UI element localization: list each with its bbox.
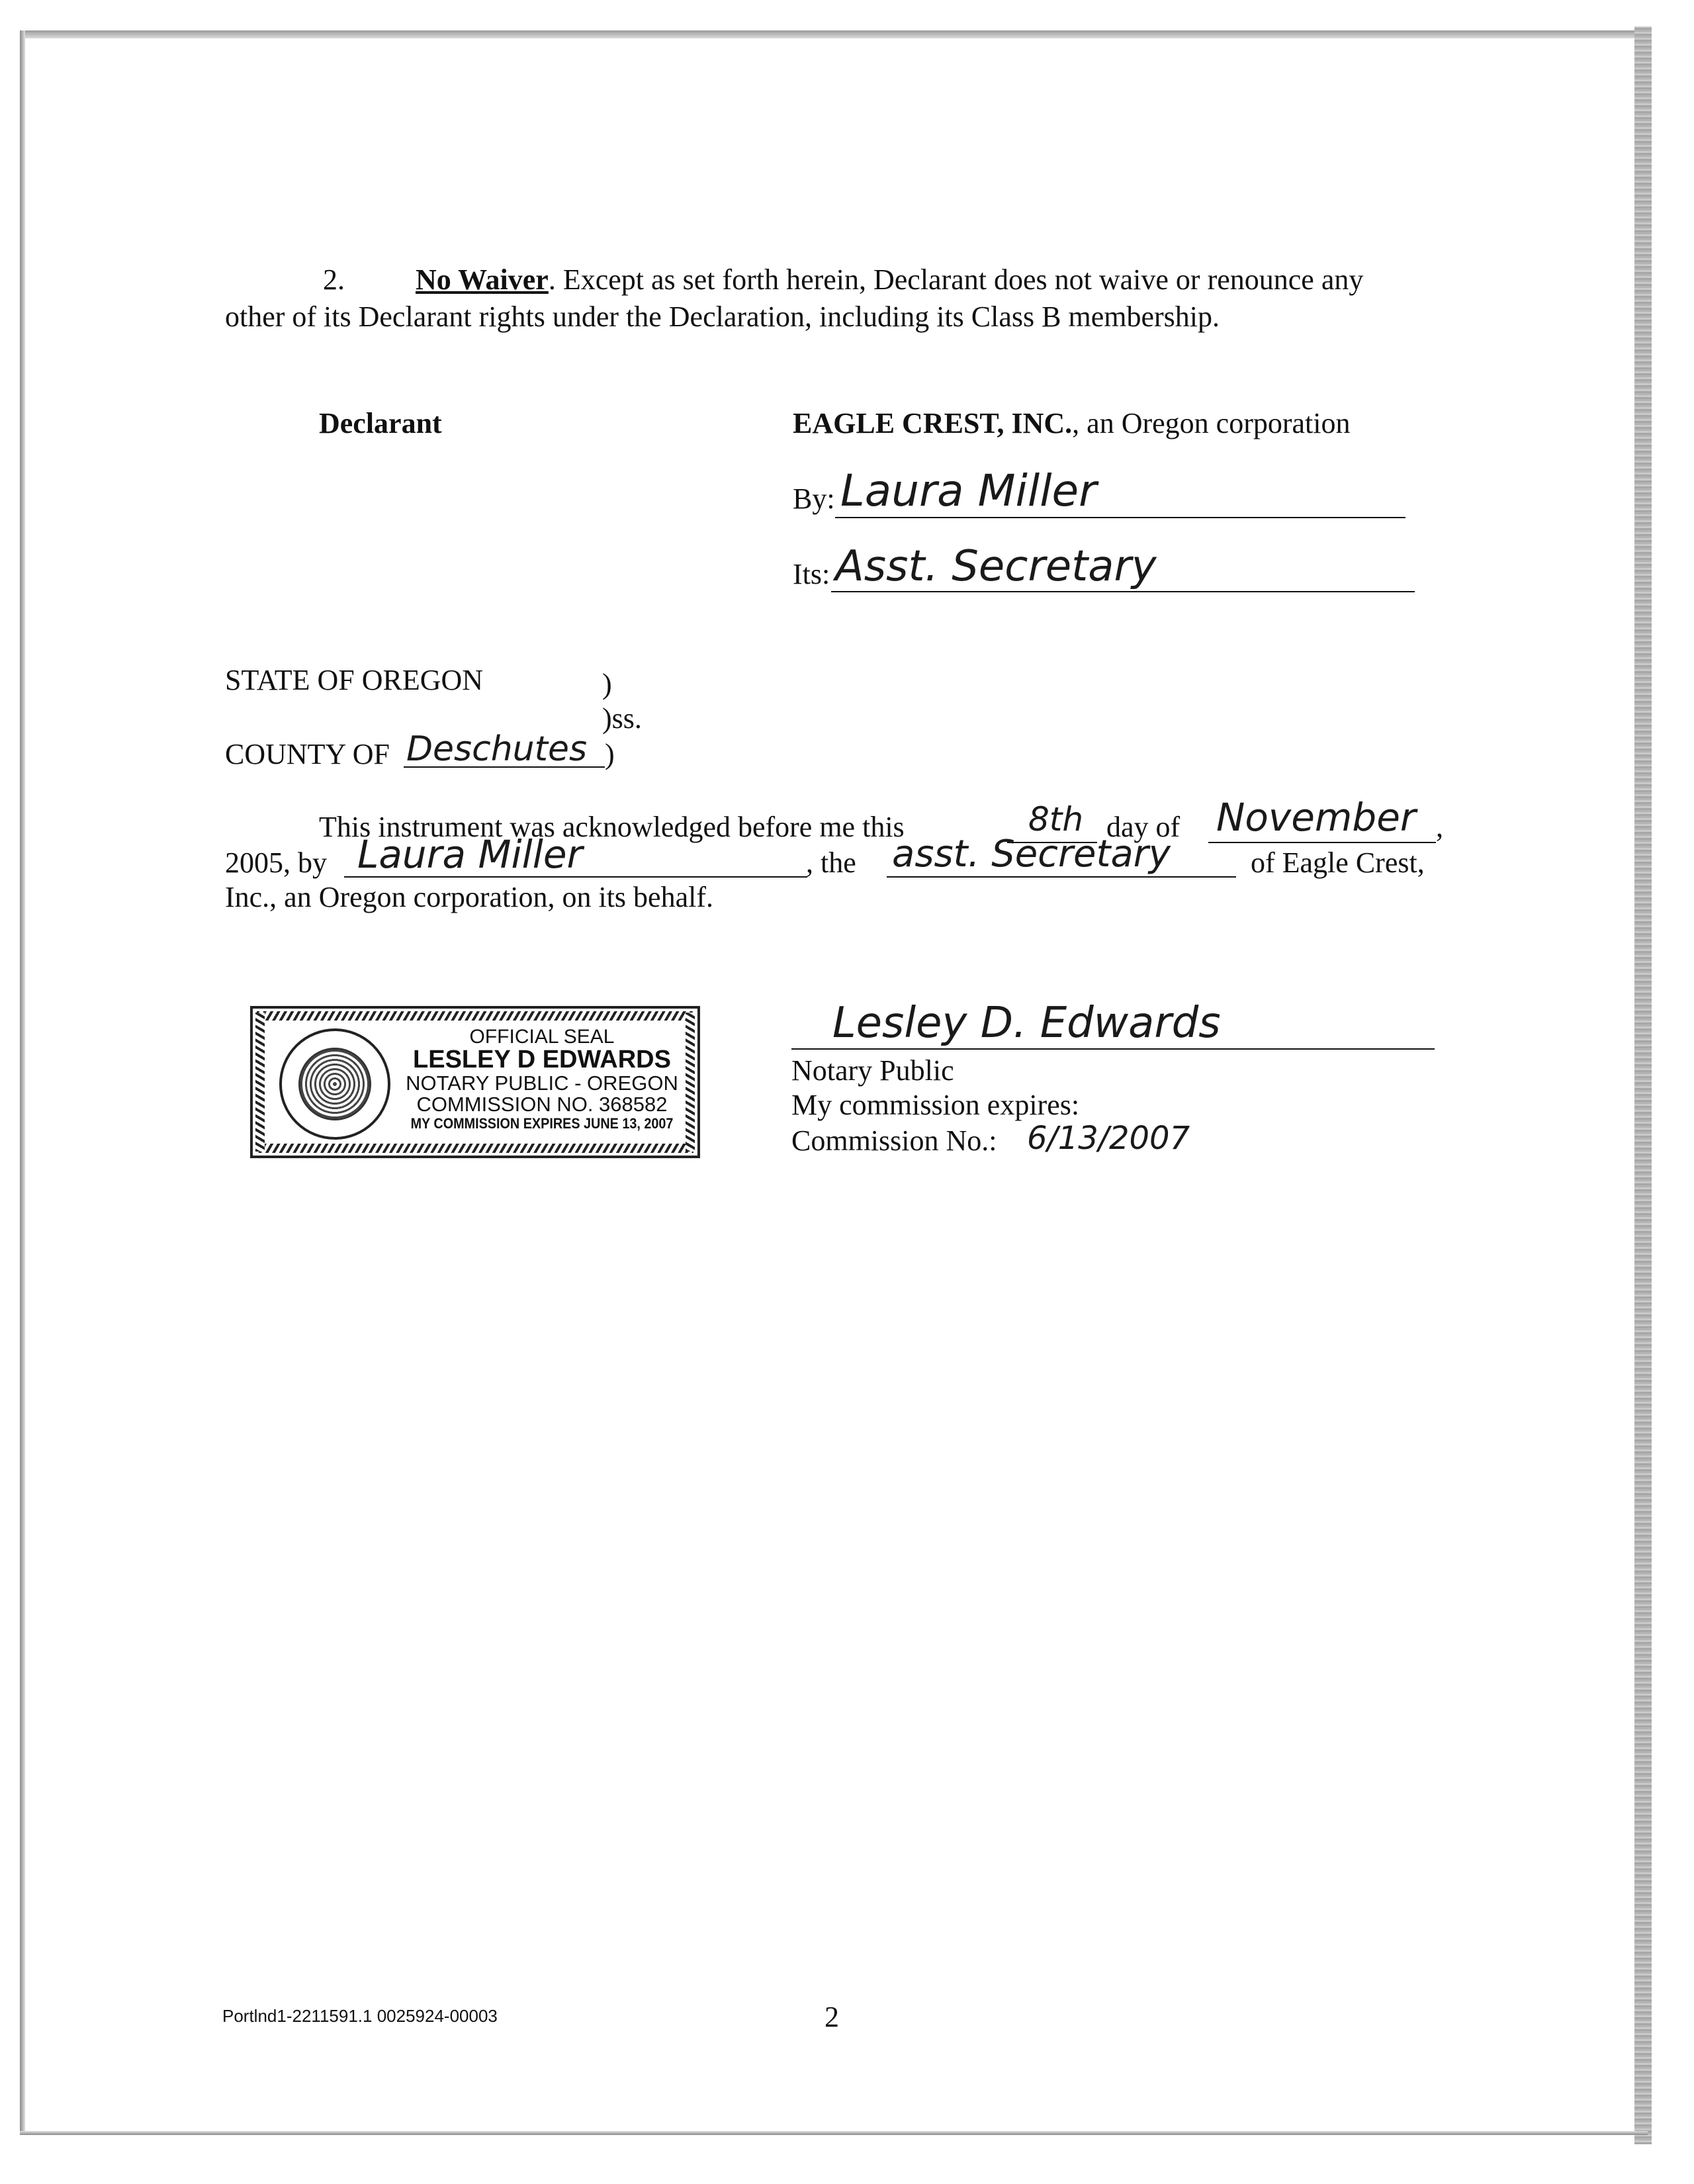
commission-date-handwritten: 6/13/2007 xyxy=(1027,1120,1190,1157)
declarant-label: Declarant xyxy=(319,407,442,439)
seal-line-5: MY COMMISSION EXPIRES JUNE 13, 2007 xyxy=(410,1115,674,1132)
page-number: 2 xyxy=(825,2001,839,2033)
seal-line-2: LESLEY D EDWARDS xyxy=(413,1046,671,1073)
paragraph-heading: No Waiver xyxy=(416,263,549,296)
ack-text-day-of: day of xyxy=(1106,811,1181,843)
its-label: Its: xyxy=(793,558,830,590)
seal-line-3: NOTARY PUBLIC - OREGON xyxy=(406,1071,678,1095)
ack-text-of-eagle-crest: of Eagle Crest, xyxy=(1251,846,1425,879)
seal-border-bottom xyxy=(257,1144,693,1153)
venue-paren-1: ) xyxy=(602,668,612,700)
month-handwritten: November xyxy=(1216,795,1416,840)
notary-public-label: Notary Public xyxy=(791,1054,954,1087)
day-handwritten: 8th xyxy=(1028,800,1084,839)
seal-line-4: COMMISSION NO. 368582 xyxy=(416,1093,668,1116)
county-label: COUNTY OF xyxy=(225,738,390,770)
ack-text-year-by: 2005, by xyxy=(225,846,327,879)
county-handwritten: Deschutes xyxy=(406,729,588,769)
seal-border-left xyxy=(255,1013,265,1152)
seal-line-1: OFFICIAL SEAL xyxy=(469,1026,615,1048)
commission-expires-label: My commission expires: xyxy=(791,1089,1080,1121)
ack-text-1: This instrument was acknowledged before me this xyxy=(319,811,905,843)
scan-edge-left xyxy=(20,30,25,2135)
notary-signature: Lesley D. Edwards xyxy=(832,999,1221,1048)
scan-edge-bottom xyxy=(20,2131,1648,2135)
its-title-handwritten: Asst. Secretary xyxy=(835,542,1157,591)
state-seal-emblem-icon xyxy=(279,1028,390,1140)
venue-paren-2: ) xyxy=(605,738,615,770)
official-seal-stamp xyxy=(250,1006,700,1158)
paragraph-number: 2. xyxy=(323,263,345,296)
company-description: , an Oregon corporation xyxy=(1072,407,1351,439)
month-line xyxy=(1208,842,1436,843)
by-label: By: xyxy=(793,482,835,515)
paragraph-text-1: . Except as set forth herein, Declarant does not waive or renounce any xyxy=(548,263,1364,296)
venue-ss: )ss. xyxy=(602,702,642,735)
paragraph-no-waiver xyxy=(225,261,1456,336)
name-handwritten: Laura Miller xyxy=(357,832,583,877)
footer-document-id: Portlnd1-2211591.1 0025924-00003 xyxy=(222,2006,498,2026)
seal-border-top xyxy=(257,1011,693,1021)
scan-edge-top xyxy=(20,30,1648,38)
company-line xyxy=(793,405,1350,442)
by-signature: Laura Miller xyxy=(840,465,1097,516)
ack-comma: , xyxy=(1436,811,1443,843)
company-name: EAGLE CREST, INC. xyxy=(793,407,1073,439)
commission-no-label: Commission No.: xyxy=(791,1124,997,1157)
scan-edge-right xyxy=(1634,26,1652,2144)
state-of-oregon: STATE OF OREGON xyxy=(225,664,484,696)
ack-text-the: , the xyxy=(806,846,856,879)
title-handwritten: asst. Secretary xyxy=(892,833,1171,876)
paragraph-text-2: other of its Declarant rights under the Declaration, including its Class B membership. xyxy=(225,300,1220,333)
paragraph-line-1 xyxy=(225,261,1456,298)
ack-text-3: Inc., an Oregon corporation, on its behalf. xyxy=(225,881,713,913)
